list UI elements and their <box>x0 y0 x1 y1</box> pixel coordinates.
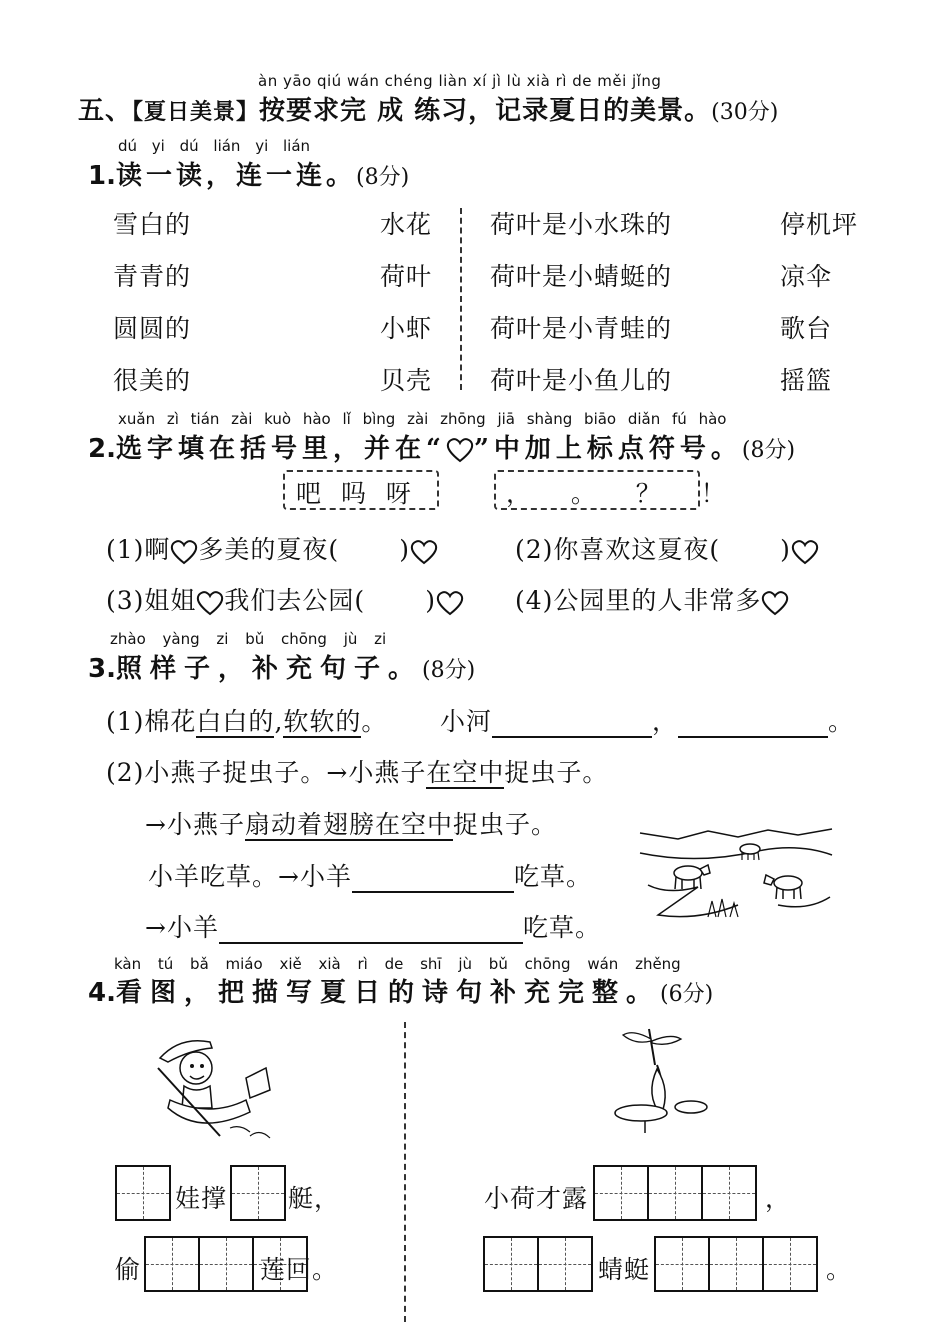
q4-divider <box>404 1022 406 1322</box>
section-pinyin: àn yāo qiú wán chéng liàn xí jì lù xià rì de měi jǐng <box>258 72 662 90</box>
dragonfly-on-lotus-illustration <box>605 1025 715 1135</box>
answer-blank[interactable] <box>492 710 652 738</box>
q1-item[interactable]: 凉伞 <box>780 262 833 291</box>
poem-right-1-text-b: ， <box>765 1184 792 1213</box>
q1-item[interactable]: 摇篮 <box>780 366 833 395</box>
q3-sentence-5: →小羊 吃草。 <box>145 913 601 942</box>
q4-pinyin: kàn tú bǎ miáo xiě xià rì de shī jù bǔ chōng wán zhěng <box>114 955 681 973</box>
q2-pinyin: xuǎn zì tián zài kuò hào lǐ bìng zài zhōng jiā shàng biāo diǎn fú hào <box>118 410 727 428</box>
answer-blank[interactable] <box>352 865 514 893</box>
q2-item-1: (1)啊 多美的夏夜( ) <box>106 530 438 566</box>
poem-right-2-text-b: 。 <box>826 1255 853 1284</box>
punctuation-choices: ， 。 ？ ！ <box>506 479 734 508</box>
heart-blank-icon[interactable] <box>410 539 438 565</box>
poem-grid-left-1b[interactable] <box>230 1165 284 1221</box>
q1-item[interactable]: 圆圆的 <box>113 314 192 343</box>
writing-cell[interactable] <box>115 1165 171 1221</box>
poem-right-2-text-a: 蜻蜓 <box>598 1255 651 1284</box>
writing-cell[interactable] <box>537 1236 593 1292</box>
section-title: 五、【夏日美景】按要求完 成 练习，记录夏日的美景。(30分) <box>78 96 779 126</box>
writing-cell[interactable] <box>198 1236 254 1292</box>
q2-item-4: (4)公园里的人非常多 <box>515 581 789 617</box>
q3-sentence-2: (2)小燕子捉虫子。→小燕子在空中捉虫子。 <box>106 758 609 787</box>
q1-item[interactable]: 荷叶是小水珠的 <box>490 210 673 239</box>
poem-grid-right-2b[interactable] <box>654 1236 816 1292</box>
q1-item[interactable]: 贝壳 <box>380 366 433 395</box>
heart-blank-icon[interactable] <box>436 590 464 616</box>
heart-blank-icon[interactable] <box>761 590 789 616</box>
answer-blank[interactable] <box>678 710 828 738</box>
heart-outline-icon <box>446 437 474 463</box>
q4-title: 4.看图，把描写夏日的诗句补充完整。(6分) <box>88 978 714 1008</box>
writing-cell[interactable] <box>654 1236 710 1292</box>
q2-title: 2.选字填在括号里，并在“ ”中加上标点符号。(8分) <box>88 434 796 464</box>
q1-item[interactable]: 荷叶是小青蛙的 <box>490 314 673 343</box>
q1-item[interactable]: 小虾 <box>380 314 433 343</box>
q1-title: 1.读一读，连一连。(8分) <box>88 161 410 191</box>
q2-item-3: (3)姐姐 我们去公园( ) <box>106 581 464 617</box>
poem-left-2-text-b: 莲回。 <box>260 1255 339 1284</box>
q3-sentence-1: (1)棉花白白的,软软的。 <box>106 707 388 736</box>
child-rowing-boat-illustration <box>150 1028 280 1148</box>
q3-pinyin: zhào yàng zi bǔ chōng jù zi <box>110 630 387 648</box>
q3-title: 3.照样子，补充句子。(8分) <box>88 654 476 684</box>
poem-left-1-text-b: 艇， <box>288 1184 341 1213</box>
heart-blank-icon[interactable] <box>791 539 819 565</box>
poem-left-1-text-a: 娃撑 <box>175 1184 228 1213</box>
writing-cell[interactable] <box>144 1236 200 1292</box>
writing-cell[interactable] <box>593 1165 649 1221</box>
writing-cell[interactable] <box>708 1236 764 1292</box>
writing-cell[interactable] <box>647 1165 703 1221</box>
q3-sentence-3: →小燕子扇动着翅膀在空中捉虫子。 <box>145 810 557 839</box>
heart-blank-icon[interactable] <box>170 539 198 565</box>
q1-item[interactable]: 荷叶是小蜻蜓的 <box>490 262 673 291</box>
writing-cell[interactable] <box>762 1236 818 1292</box>
word-choices: 吧 吗 呀 <box>296 479 417 508</box>
poem-grid-right-1[interactable] <box>593 1165 755 1221</box>
writing-cell[interactable] <box>701 1165 757 1221</box>
q3-sentence-1-fill: 小河 ， 。 <box>440 707 855 736</box>
q1-item[interactable]: 停机坪 <box>780 210 859 239</box>
goats-grazing-illustration <box>638 825 834 925</box>
poem-left-2-text-a: 偷 <box>115 1255 142 1284</box>
q3-sentence-4: 小羊吃草。→小羊 吃草。 <box>148 862 592 891</box>
poem-grid-left-1a[interactable] <box>115 1165 169 1221</box>
q1-item[interactable]: 歌台 <box>780 314 833 343</box>
poem-right-1-text-a: 小荷才露 <box>484 1184 589 1213</box>
q1-item[interactable]: 荷叶是小鱼儿的 <box>490 366 673 395</box>
q1-item[interactable]: 水花 <box>380 210 433 239</box>
answer-blank[interactable] <box>219 916 523 944</box>
q1-item[interactable]: 很美的 <box>113 366 192 395</box>
q1-item[interactable]: 荷叶 <box>380 262 433 291</box>
q2-item-2: (2)你喜欢这夏夜( ) <box>515 530 819 566</box>
q1-pinyin: dú yi dú lián yi lián <box>118 137 311 155</box>
q1-item[interactable]: 青青的 <box>113 262 192 291</box>
writing-cell[interactable] <box>230 1165 286 1221</box>
q1-divider <box>460 208 462 390</box>
poem-grid-right-2a[interactable] <box>483 1236 591 1292</box>
q1-item[interactable]: 雪白的 <box>113 210 192 239</box>
heart-blank-icon[interactable] <box>196 590 224 616</box>
writing-cell[interactable] <box>483 1236 539 1292</box>
